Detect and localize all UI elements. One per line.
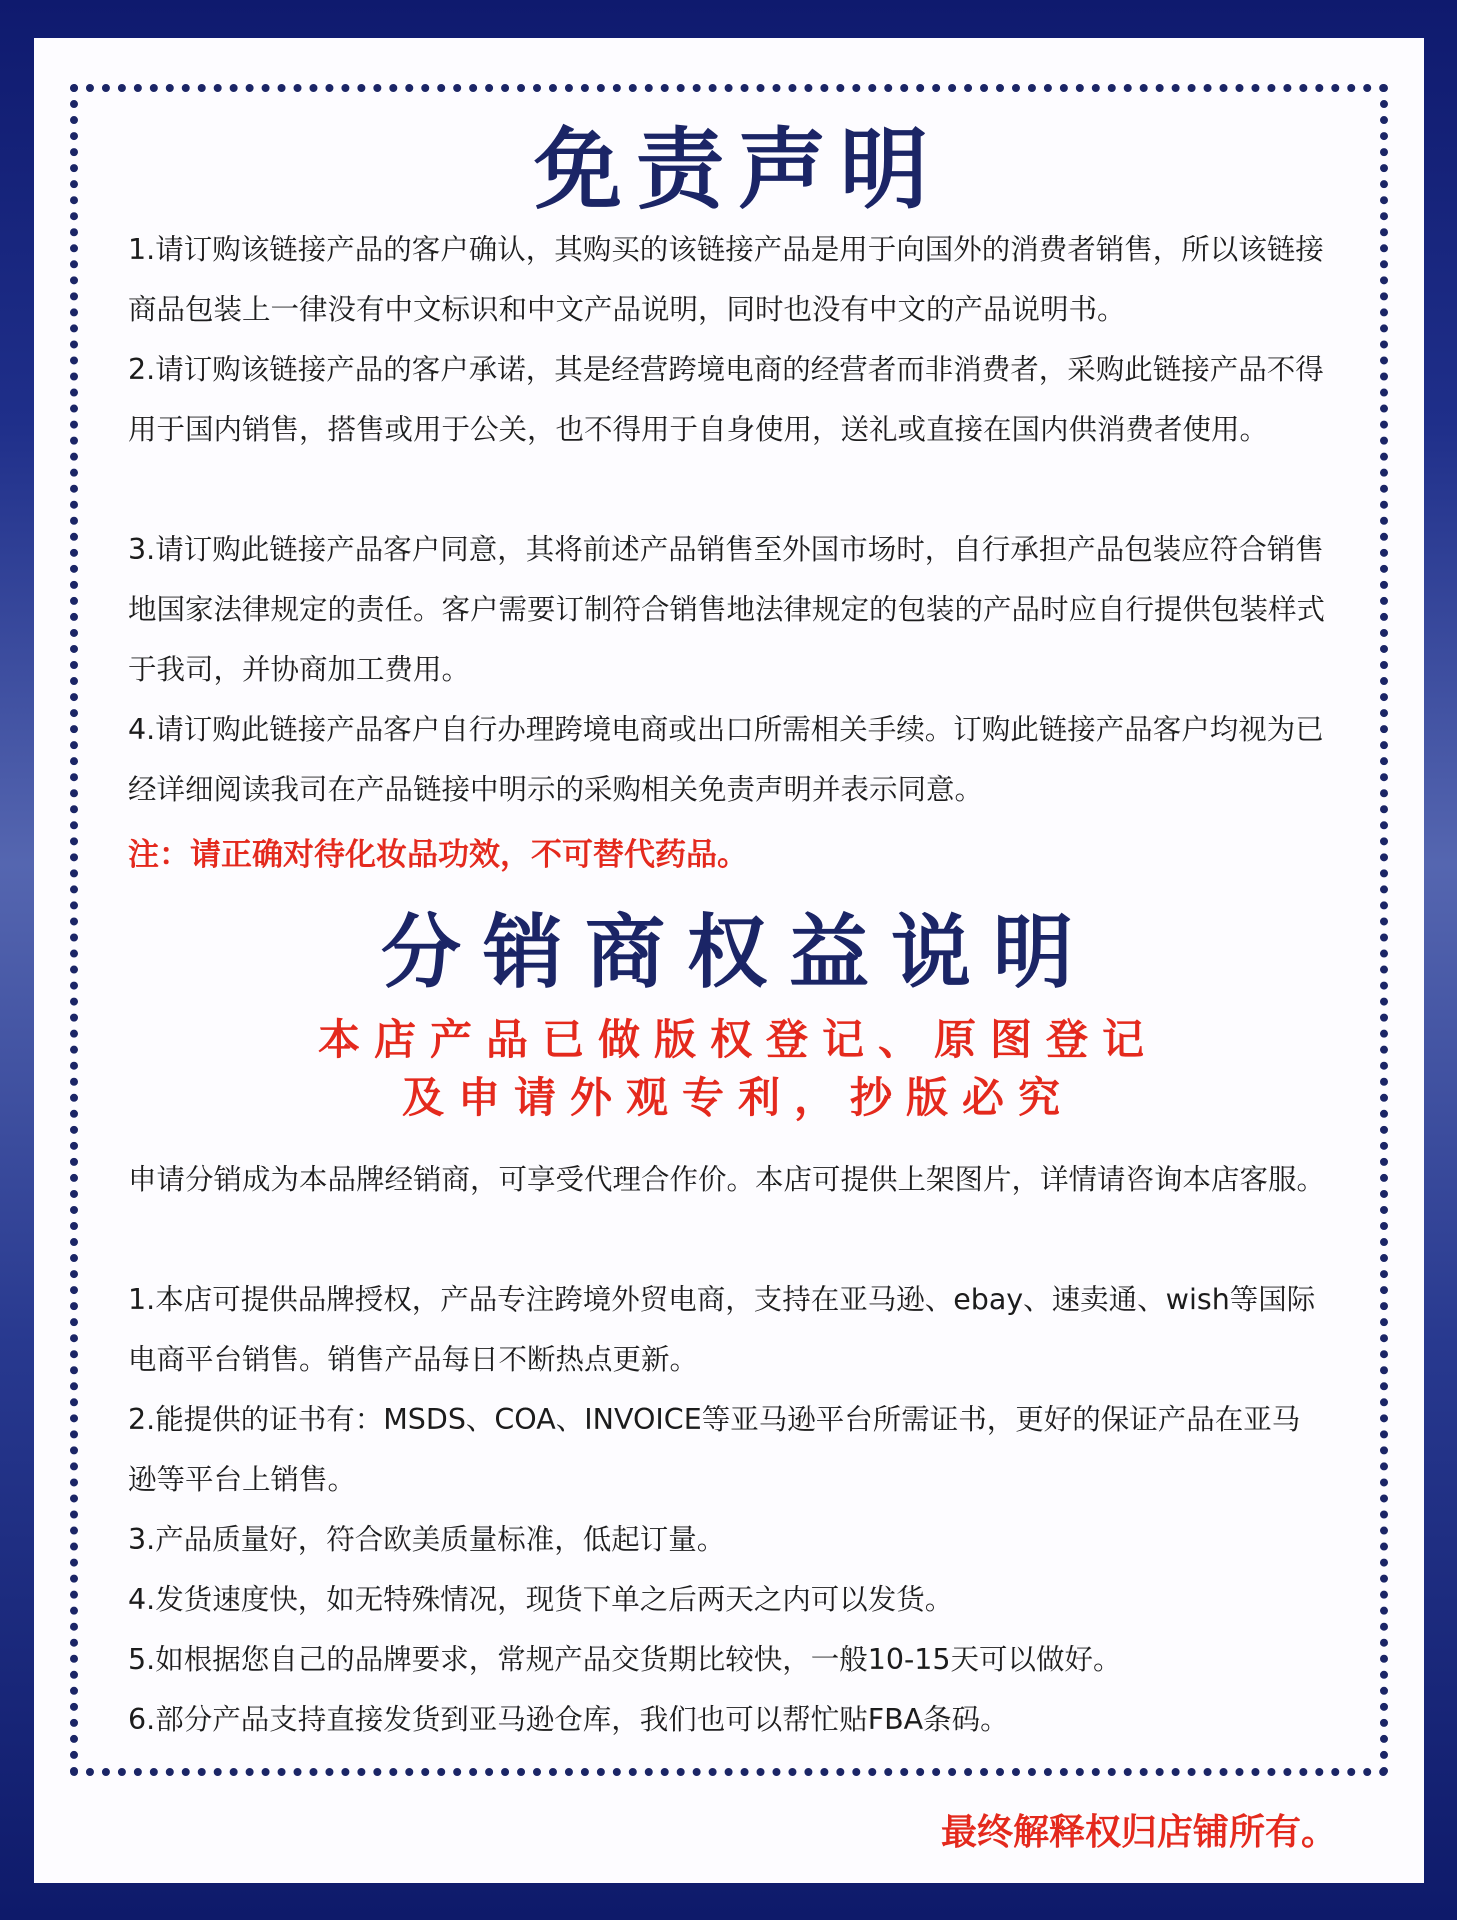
disclaimer-note: 注：请正确对待化妆品功效，不可替代药品。 [128,837,748,873]
copyright-notice-line-2: 及申请外观专利，抄版必究 [401,1073,1074,1122]
disclaimer-item-4: 4.请订购此链接产品客户自行办理跨境电商或出口所需相关手续。订购此链接产品客户均视为已经详细阅读我司在产品链接中明示的采购相关免责声明并表示同意。 [128,713,1324,806]
distribution-item-1: 1.本店可提供品牌授权，产品专注跨境外贸电商，支持在亚马逊、ebay、速卖通、wish等国际电商平台销售。销售产品每日不断热点更新。 [128,1283,1316,1376]
disclaimer-item-1: 1.请订购该链接产品的客户确认，其购买的该链接产品是用于向国外的消费者销售，所以该链接商品包装上一律没有中文标识和中文产品说明，同时也没有中文的产品说明书。 [128,233,1324,326]
distribution-item-6: 6.部分产品支持直接发货到亚马逊仓库，我们也可以帮忙贴FBA条码。 [128,1703,1009,1736]
footer-rights-notice: 最终解释权归店铺所有。 [940,1812,1337,1853]
distribution-item-2: 2.能提供的证书有：MSDS、COA、INVOICE等亚马逊平台所需证书，更好的保证产品在亚马逊等平台上销售。 [128,1403,1301,1496]
distribution-item-5: 5.如根据您自己的品牌要求，常规产品交货期比较快，一般10-15天可以做好。 [128,1643,1122,1676]
disclaimer-title: 免责声明 [533,118,942,221]
copyright-notice-line-1: 本店产品已做版权登记、原图登记 [317,1015,1158,1064]
distribution-item-3: 3.产品质量好，符合欧美质量标准，低起订量。 [128,1523,726,1556]
disclaimer-item-3: 3.请订购此链接产品客户同意，其将前述产品销售至外国市场时，自行承担产品包装应符合销售地国家法律规定的责任。客户需要订制符合销售地法律规定的包装的产品时应自行提供包装样式于我司，并协商加工费用。 [128,533,1326,686]
distribution-item-4: 4.发货速度快，如无特殊情况，现货下单之后两天之内可以发货。 [128,1583,954,1616]
distribution-intro: 申请分销成为本品牌经销商，可享受代理合作价。本店可提供上架图片，详情请咨询本店客服。 [128,1163,1326,1196]
distribution-title: 分销商权益说明 [381,906,1095,999]
disclaimer-item-2: 2.请订购该链接产品的客户承诺，其是经营跨境电商的经营者而非消费者，采购此链接产品不得用于国内销售，搭售或用于公关，也不得用于自身使用，送礼或直接在国内供消费者使用。 [128,353,1324,446]
